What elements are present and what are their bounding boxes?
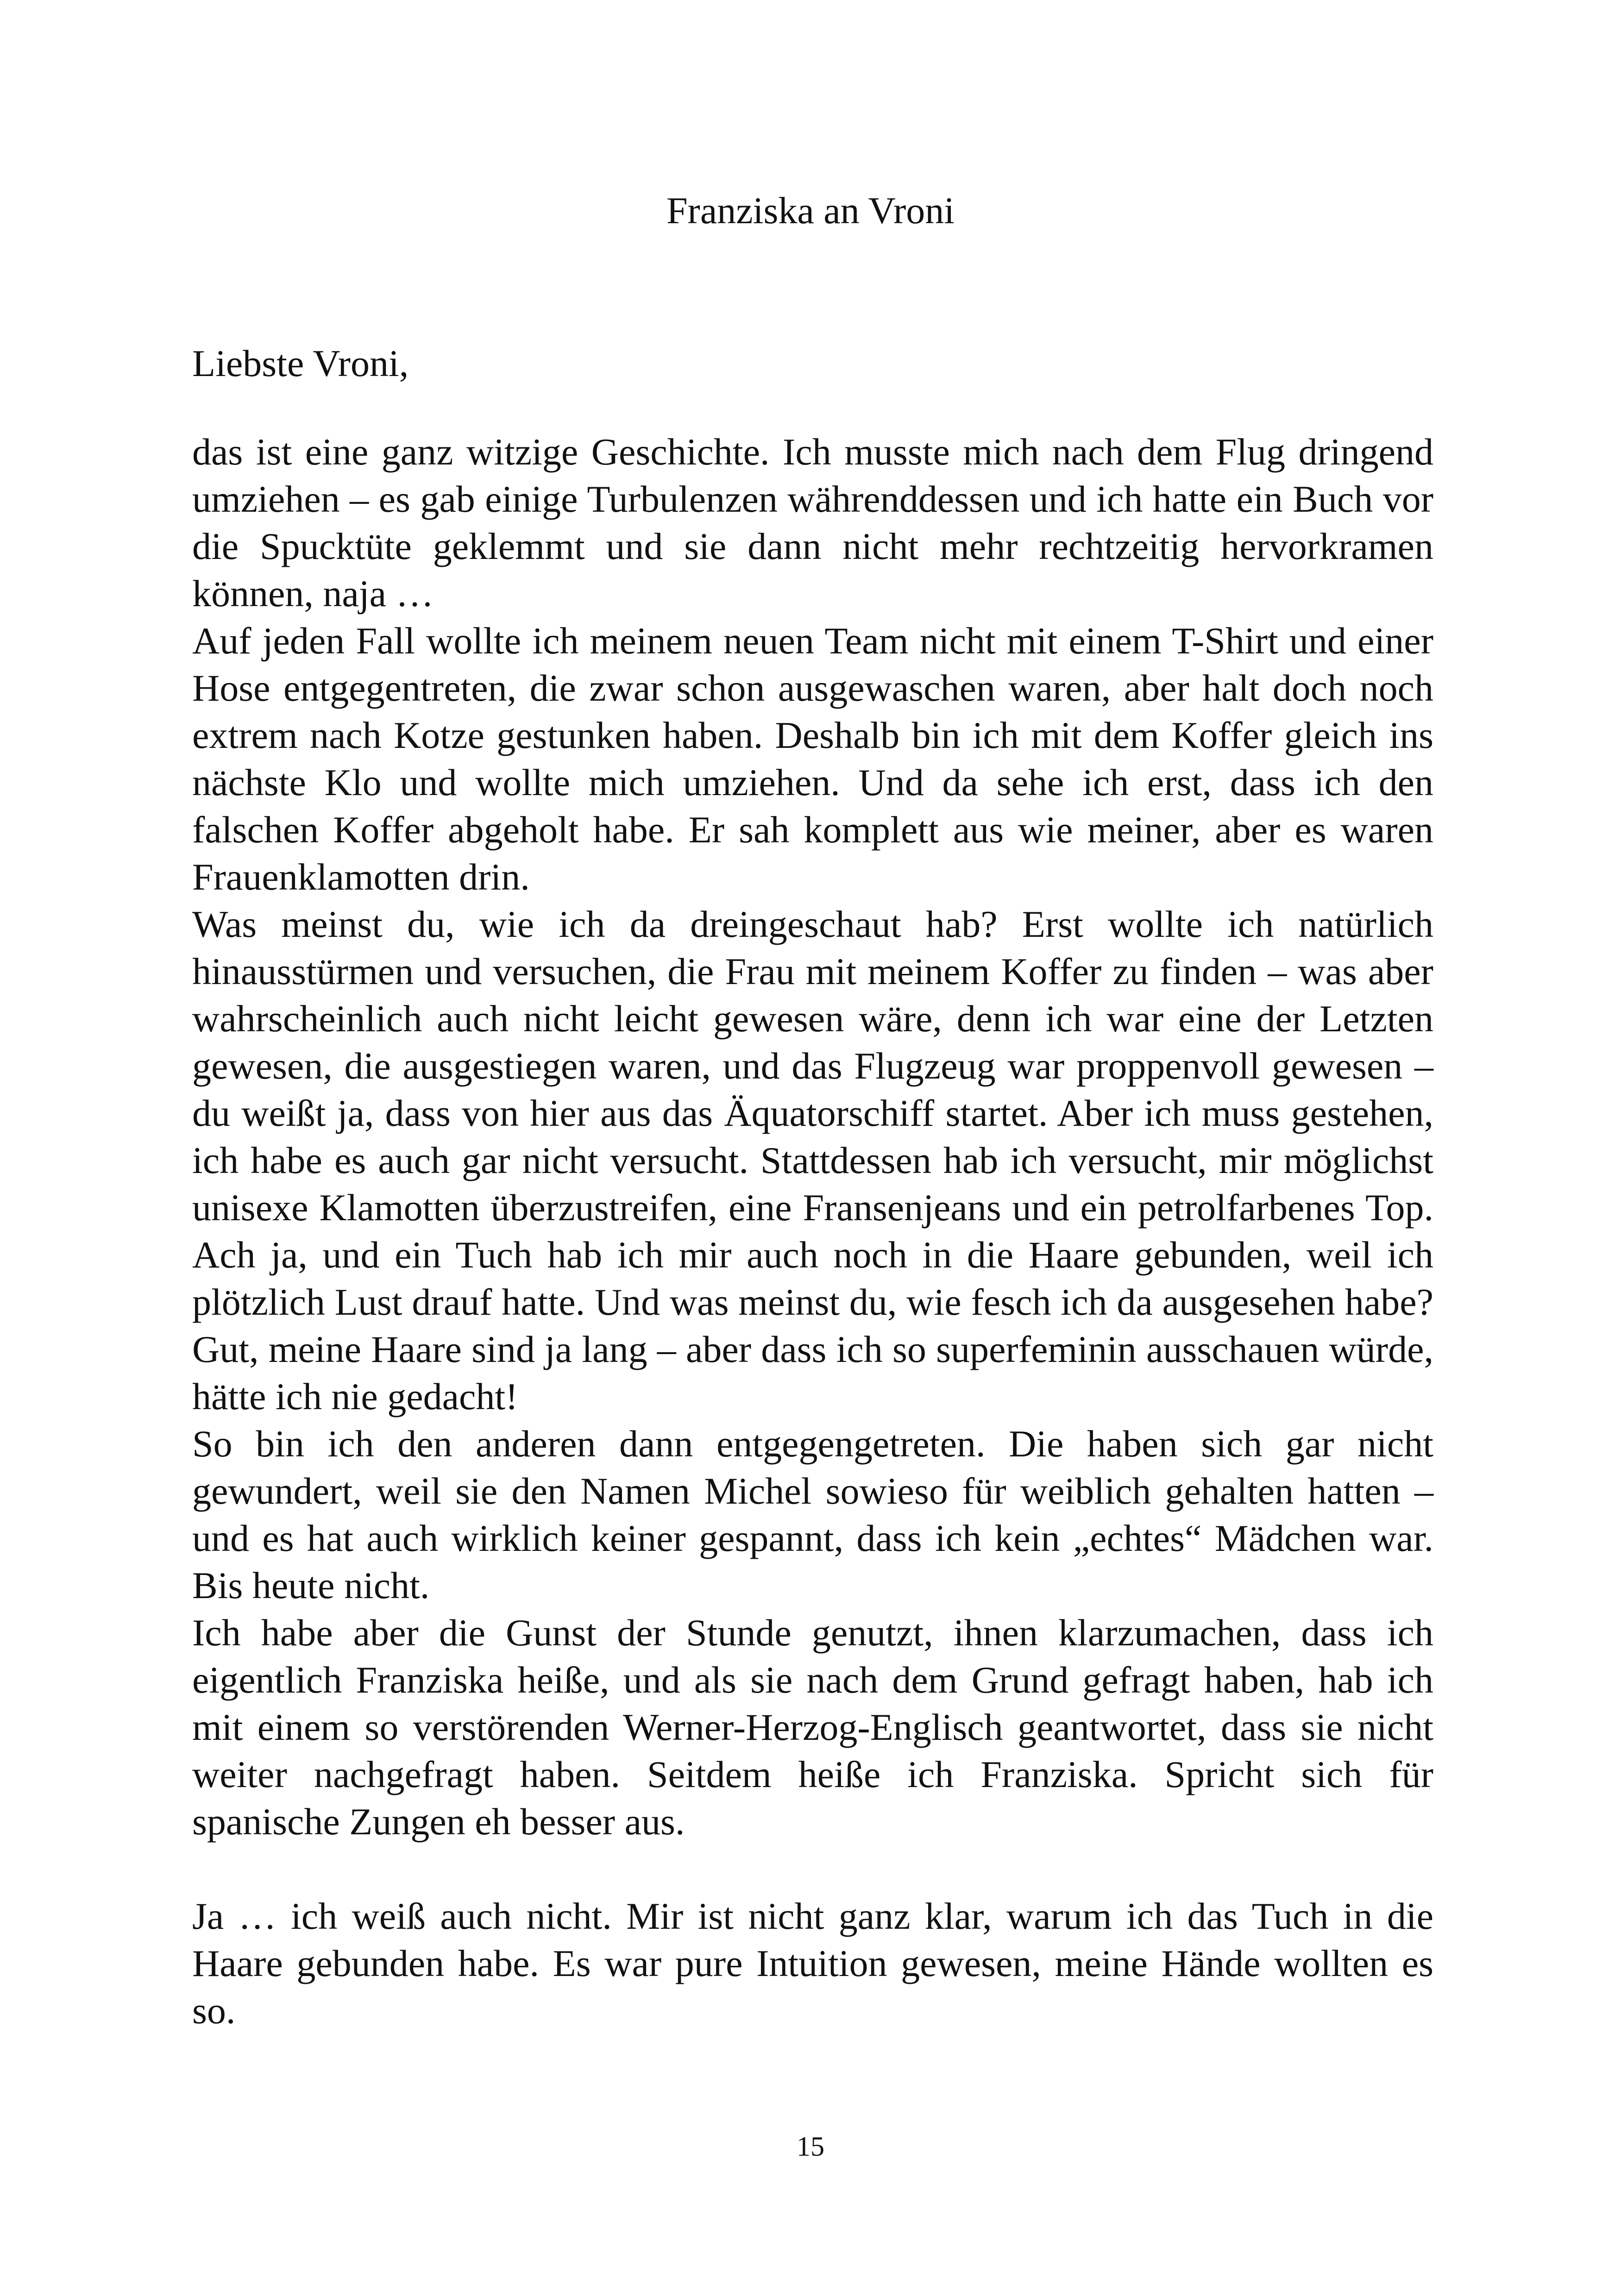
- paragraph-5: Ich habe aber die Gunst der Stunde genutzt, ihnen klarzumachen, dass ich eigentlich Franziska heiße, und als sie nach dem Grund gefragt haben, hab ich mit einem so verstörenden Werner-Herzog-Englisch geantwortet, dass sie nicht weiter nachgefragt haben. Seitdem heiße ich Franziska. Spricht sich für spanische Zungen eh besser aus.: [192, 1612, 1433, 1843]
- page-title: Franziska an Vroni: [666, 189, 955, 232]
- paragraph-4: So bin ich den anderen dann entgegengetreten. Die haben sich gar nicht gewundert, weil sie den Namen Michel sowieso für weiblich gehalten hatten – und es hat auch wirklich keiner gespannt, dass ich kein „echtes“ Mädchen war. Bis heute nicht.: [192, 1423, 1433, 1606]
- paragraph-3: Was meinst du, wie ich da dreingeschaut hab? Erst wollte ich natürlich hinausstürmen und versuchen, die Frau mit meinem Koffer zu finden – was aber wahrscheinlich auch nicht leicht gewesen wäre, denn ich war eine der Letzten gewesen, die ausgestiegen waren, und das Flugzeug war proppenvoll gewesen – du weißt ja, dass von hier aus das Äquatorschiff startet. Aber ich muss gestehen, ich habe es auch gar nicht versucht. Stattdessen hab ich versucht, mir möglichst unisexe Klamotten überzustreifen, eine Fransenjeans und ein petrolfarbenes Top. Ach ja, und ein Tuch hab ich mir auch noch in die Haare gebunden, weil ich plötzlich Lust drauf hatte. Und was meinst du, wie fesch ich da ausgesehen habe? Gut, meine Haare sind ja lang – aber dass ich so superfeminin ausschauen würde, hätte ich nie gedacht!: [192, 903, 1433, 1418]
- letter-greeting: Liebste Vroni,: [192, 342, 409, 384]
- letter-body: [192, 428, 1433, 2034]
- paragraph-6: Ja … ich weiß auch nicht. Mir ist nicht ganz klar, warum ich das Tuch in die Haare gebunden habe. Es war pure Intuition gewesen, meine Hände wollten es so.: [192, 1895, 1433, 2032]
- paragraph-2: Auf jeden Fall wollte ich meinem neuen Team nicht mit einem T-Shirt und einer Hose entgegentreten, die zwar schon ausgewaschen waren, aber halt doch noch extrem nach Kotze gestunken haben. Deshalb bin ich mit dem Koffer gleich ins nächste Klo und wollte mich umziehen. Und da sehe ich erst, dass ich den falschen Koffer abgeholt habe. Er sah komplett aus wie meiner, aber es waren Frauenklamotten drin.: [192, 620, 1433, 898]
- page-number: 15: [797, 2131, 824, 2162]
- paragraph-1: das ist eine ganz witzige Geschichte. Ich musste mich nach dem Flug dringend umziehen – es gab einige Turbulenzen währenddessen und ich hatte ein Buch vor die Spucktüte geklemmt und sie dann nicht mehr rechtzeitig hervorkramen können, naja …: [192, 431, 1433, 615]
